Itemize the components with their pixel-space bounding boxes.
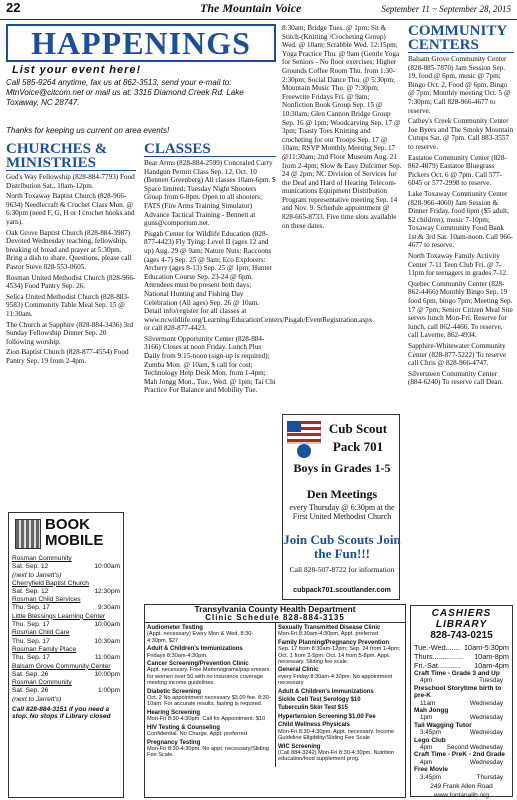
cub-scout-pack: Pack 701 [332,439,384,454]
library-hours [414,643,509,670]
health-clinic-item [278,744,403,763]
community-item: Eastatoe Community Center (828-862-4879) Eastatoe Bluegrass Pickers Oct. 6 @ 7pm. Call 577-6045 or 577-2998 to reserve. [408,153,507,188]
health-clinic-detail: (Call 884-3242) Mon-Fri 8:30-4:30pm. Nutrition education/food supplement prog. [278,749,395,763]
community-item: Quebec Community Center (828-862-4466) Monthly Bingo Sep. 19 food 6pm, bingo 7pm; Meeting Sep. 17 @ 7pm; Senior Citizen Meal Site serves lunch Mon-Fri. Reserve for lunch, call 862-4466. To reserve, call Laverne, 862-4934. [408,279,513,340]
library-program-time: 4pm [420,677,433,685]
bookmobile-stop-date: Thu. Sep. 17 [12,637,50,645]
health-clinic-name: Adult & Children's Immunizations [147,646,243,653]
bookmobile-stop-place: Rosman Child Services [12,596,81,604]
library-program-day: Wednesday [469,729,503,737]
health-clinic-item [147,625,273,644]
class-item: Bear Arms (828-884-2599) Concealed Carry Handgun Permit Class Sep. 12, Oct. 10 (Bennett Greenberg) All classes 10am-6pm. $ Space limited; Tuesday Night Shooters Group from 6-8pm. Open to all shooters; FATS (Fire Arms Training Simulator) Advance Tactical Training - Bennett at guns@comporium.net. [144,159,276,228]
library-hours-time: 10am-8pm [474,652,509,661]
community-item: Sapphire-Whitewater Community Center (828-877-5222) To reserve call Chris @ 828-966-4747. [408,342,507,368]
library-hours-row [414,643,509,652]
bookmobile-stop-place: Rosman Community [12,679,72,687]
community-item: Cathey's Creek Community Center Joe Byers and The Smoky Mountain Cutups Sat. @ 7pm. Call 883-3557 to reserve. [408,117,514,151]
bookmobile-stop-row [9,638,123,646]
library-hours-time: 10am-5:30pm [463,643,509,652]
happenings-subtitle: List your event here! [12,64,142,76]
bookmobile-stop-row [9,654,123,662]
cub-scout-join: Join Cub Scouts Join the Fun!!! [283,532,401,561]
health-clinic-item [147,740,273,759]
library-program-row [414,700,509,707]
library-program-day: Tuesday [479,677,503,685]
classes-heading: CLASSES [144,142,276,157]
class-item: 8:30am; Bridge Tues. @ 1pm; Sit & Stitch-(Knitting /Crocheting Group) Wed. @ 10am; Scrabble Wed. 12:15pm; Yoga Practice Thu. @ 9am (Gentle Yoga for Seniors - No floor exercises; Higher Grounds Coffee Room Thu. from 1:30-2:30pm; Social Dance Thu. @ 5:30pm; Mountain Music Thu. @ 7:30pm; Freewrite Fridays Fri. @ 9am; Nonfiction Book Group Sep. 15 @ 10:30am; Glen Cannon Bridge Group Sep. 16 @ 1pm; Woodcarving Sep. 17 @ 3pm; Toasty Toes Knitting and crocheting for our Troops Sep. 17 @ 10am; RSVP Monthly Meeting Sep. 17 @11:30am; 2nd Floor Museum Aug. 21 from 2-4pm; Slow & Easy Dulcimer Sep. 24 @ 2pm; NC Division of Services for the Deaf and Hard of Hearing Telecom-munications Equipment Distribution Program representative meeting Sep. 14 and Nov. 9. Schedule appointment @ 828-665-8733. Five time slots available on these dates. [282,24,402,230]
library-program-time: 11am [420,699,436,707]
health-clinic-item [147,710,273,723]
health-clinic-name: Audiometer Testing [147,625,203,631]
health-clinic-item [278,689,403,695]
churches-heading: CHURCHES & MINISTRIES [6,142,136,171]
health-clinic-item [147,661,273,687]
library-program-row [414,759,509,766]
library-box [410,605,513,800]
health-clinic-name: Pregnancy Testing [147,739,201,746]
library-website[interactable]: www.fontanalib.org [434,792,489,800]
bookmobile-footer: Call 828-884-3151 if you need a stop. No stops if Library closed [12,705,111,720]
health-clinic-item [278,667,403,686]
library-program-time: 4pm [420,744,433,752]
library-hours-time: 10am-4pm [474,661,509,670]
health-clinic-detail: Appt. necessary. Free Mammograms/pap smears for women over 50 with no insurance coverage meeting income guidelines. [147,667,270,687]
health-header [145,605,405,623]
library-program-day: Wednesday [469,699,503,707]
bookmobile-stop-time: 1:00pm [98,687,120,695]
church-item: Rosman United Methodist Church (828-966-4534) Food Pantry Sep. 26. [6,273,136,291]
library-program-time: 1pm [420,714,433,722]
library-program-day: Wednesday [469,714,503,722]
masthead: The Mountain Voice [200,1,302,15]
page-header [0,0,517,20]
library-programs [414,670,509,781]
health-right-column [275,623,405,767]
church-item: Zion Baptist Church (828-877-4554) Food Pantry Sep. 19 from 2-4pm. [6,348,129,365]
bookmobile-stop-time: 10:00pm [94,670,120,678]
library-address: 249 Frank Allen Road [430,783,493,791]
bookmobile-stop-row [9,671,123,679]
library-hours-days: Fri.-Sat........... [414,661,461,670]
bookmobile-stop-place: Rosman Family Place [12,645,77,653]
health-clinic-detail: Sep. 17 from 8:30am-12pm; Sep. 24 from 1-4pm; Oct. 1 from 2-5pm; Oct. 14 from 5-8pm. Appt. necessary. Sliding fee scale. [278,646,401,666]
happenings-title: HAPPENINGS [6,24,276,62]
community-item: North Toxaway Family Activity Center 7-11 Teen Club Fri. @ 7-11pm for teenagers in grades 7-12. [408,252,508,278]
library-program-name: Craft Time - Grade 3 and Up [414,670,500,677]
library-program-row [414,714,509,721]
library-program-name: Mah Jongg [414,707,449,715]
health-clinic-item [278,625,403,638]
health-left-column [145,623,275,767]
health-clinic-name: General Clinic [278,667,319,674]
health-clinic-item [147,725,273,738]
page-number: 22 [6,0,21,15]
community-item: Balsam Grove Community Center (828-885-7870) Jam Session Sep. 19, food @ 6pm, music @ 7pm; Bingo Oct. 2, Food @ 6pm, Bingo @ 7pm; Monthly meeting Oct. 5 @ 7:30pm; Call 828-966-4677 to reserve. [408,55,511,115]
library-program-time: 3:45pm [420,773,442,781]
bookmobile-stop-place: Rosman Community [12,555,72,562]
community-column [408,24,514,389]
bookmobile-stop-row [9,621,123,629]
bookmobile-stop-date: Sat. Sep. 12 [12,587,49,595]
health-clinic-name: Diabetic Screening [147,688,202,695]
health-clinic-detail: Mon-Fri 8:30am-4:30pm. Appt. preferred [278,631,379,638]
library-program-row [414,677,509,684]
happenings-info: Call 585-9264 anytime, fax us at 862-3513, send your e-mail to: MtnVoice@citcom.net or mail us at: 3316 Diamond Creek Rd. Lake Toxaway, NC 28747. [6,78,244,107]
library-program-day: Second Wednesday [446,744,503,752]
library-hours-days: Thurs............... [414,652,464,661]
library-program-row [414,744,509,751]
bookmobile-stop-row [9,588,123,596]
cub-scout-website[interactable]: cubpack701.scoutlander.com [293,587,391,594]
health-clinic-detail: (Appt. necessary) Every Mon & Wed. 8:30-4:30pm. $27 [147,631,254,644]
health-clinic-detail: every Friday 8:30am-4:30pm. No appointment necessary [278,673,393,687]
cub-scout-grades: Boys in Grades 1-5 [293,461,391,475]
cub-scout-title: Cub Scout [328,421,388,436]
bookmobile-stop-date: Thu. Sep. 17 [12,621,50,629]
library-phone: 828-743-0215 [430,630,493,641]
library-program-day: Thursday [476,773,503,781]
library-program-name: Free Movie [414,766,448,774]
bookmobile-stop-time: 11:00am [94,654,120,662]
library-program-name: Preschool Storytime birth to pre-K [414,684,502,700]
cub-scout-phone: Call 828-507-8722 for information [289,565,395,574]
church-item: Selica United Methodist Church (828-883-9583) Community Table Meal Sep. 15 @ 11:30am. [6,292,130,318]
bookmobile-stop-time: 9:30am [98,604,120,612]
library-program-day: Wednesday [469,758,503,766]
churches-column [6,142,136,367]
bookmobile-stop-place: Cherryfield Baptist Church [12,579,89,587]
community-item: Silversteen Community Center (884-6240) To reserve call Dean. [408,369,503,387]
health-clinic-item [147,689,273,708]
bookmobile-stop-time: 10:00am [94,563,120,571]
library-program-name: Lego Club [414,736,446,744]
class-item: Silvermont Opportunity Center (828-884-3166) Closes at noon Friday. Lunch Plus Daily from 9:15-noon (sign-up is required); Zumba Mon. @ 10am, $ call for cost; Technology Help Desk Mon. from 1-4pm; Mah Jongg Mon., Tue., Wed. @ 1pm; Tai Chi Practice For Balance and Mobility Tue. [144,334,276,395]
community-item: Lake Toxaway Community Center (828-966-4060) Jam Session & Dinner Friday, food 6pm ($5 adult, $2 children), music 7-10pm; Toxaway Community Food Bank 1st & 3rd Sat. 10am-noon. Call 966-4677 to reserve. [408,189,514,250]
class-item: Pisgah Center for Wildlife Education (828-877-4423) Fly Tying: Level II (ages 12 and up) Aug. 29 @ 9am; Nature Nuts: Raccoons (ages 4-7) Sep. 25 @ 9am; Eco Explorers: Archery (ages 8-13) Sep. 25 @ 1pm; Hunter Education Course Sep. 23-24 @ 6pm. Attendees must be present both days; National Hunting and Fishing Day Celebration (All ages) Sep. 26 @ 10am. Detail info/register for all classes at www.ncwildlife.org/Learning/EducationCenters/Pisgah/EventRegistration.aspx or call 828-877-4423. [144,229,373,333]
bookmobile-stop-time: 12:30pm [94,587,120,595]
health-clinic-item [278,722,403,741]
health-clinic-name: Sickle Cell Test Serology $10 [278,697,361,704]
bookmobile-stop-note: (next to Jarrett's) [12,695,62,703]
bookmobile-stop-note: (next to Jarrett's) [12,571,62,579]
health-clinic-name: Cancer Screening/Prevention Clinic [147,661,249,668]
library-program-time: 3:45pm [420,729,442,737]
bookmobile-header [9,513,123,555]
church-item: The Church at Sapphire (828-884-3436) 3rd Sunday Fellowship Dinner Sep. 20 following worship. [6,320,134,346]
cub-scout-schedule: every Thursday @ 6:30pm at the First United Methodist Church [289,503,395,521]
health-clinic-detail: Oct. 2 No appointment necessary $3.00 fee. 8:30-10am. For accurate results, fasting is required. [147,695,271,708]
church-item: North Toxaway Baptist Church (828-966-9634) Needlecraft & Crochet Class Mon. @ 6:30pm (need F, G, H or I crochet hooks and yarn). [6,192,135,226]
bookmobile-stop-date: Sat. Sep. 26 [12,670,49,678]
health-clinic-name: Adult & Children's Immunizations [278,688,374,695]
library-program-time: 4pm [420,758,433,766]
library-program-row [414,729,509,736]
health-clinic-detail: Confidential. No Charge. Appt. preferred [147,731,247,738]
community-heading: COMMUNITY CENTERS [408,24,514,53]
library-program-name: Craft Time - PreK - 2nd Grade [414,751,505,759]
health-clinic-name: Hearing Screening [147,709,201,716]
health-clinic-detail: Mon-Fri 8:30-4:30pm. No appt. necessary/Sliding Fee Scale. [147,745,269,759]
library-title: CASHIERS LIBRARY [431,608,492,630]
bookmobile-stop-row [9,604,123,612]
health-clinic-item [278,697,403,703]
bookmobile-stop-list [9,555,123,704]
health-clinic-name: Hypertension Screening $1.00 Fee [278,713,376,720]
health-clinic-detail: Fridays 8:30am-4:30pm. [147,652,208,659]
bookmobile-stop-row [9,687,123,695]
bookmobile-stop-time: 10:00am [94,621,120,629]
bookmobile-stop-place: Rosman Child Care [12,629,70,637]
library-program-name: Tail Wagging Tutor [414,721,472,729]
church-item: Oak Grove Baptist Church (828-884-3987) Devoted Wednesday teaching, fellowship, breaking of bread and prayer at 5:30pm. Bring a dish to share. Questions, please call Pastor Steve 828-553-0605. [6,228,132,271]
health-subtitle: Clinic Schedule 828-884-3135 [205,613,345,622]
health-clinic-name: Child Wellness Physicals [278,722,350,729]
library-hours-row [414,661,509,670]
health-clinic-name: Tuberculin Skin Test $15 [278,705,348,712]
bookmobile-stop-date: Sat. Sep. 26 [12,687,49,695]
cub-scout-ad [282,414,400,600]
bookmobile-stop-date: Thu. Sep. 17 [12,654,50,662]
health-clinic-item [147,646,273,659]
health-schedule-box [144,604,406,798]
library-hours-row [414,652,509,661]
health-clinic-item [278,714,403,720]
classes-continued-column [282,24,402,232]
issue-date: September 11 ~ September 28, 2015 [381,4,511,14]
bookmobile-box [8,512,124,798]
bookmobile-stop-place: Balsam Grove Community Center [12,662,111,670]
health-clinic-detail: Mon-Fri 8:30-4:30pm. Call for Appointment. $10 [147,716,266,723]
bookmobile-title: BOOK MOBILE [45,516,104,549]
bookmobile-stop-time: 10:30am [94,637,120,645]
health-clinic-detail: Mon-Fri 8:30-4:30pm. Appt. necessary. Income Guideline Eligibility/Sliding Fee Scale [278,728,395,742]
happenings-thanks: Thanks for keeping us current on area events! [6,126,170,135]
cub-scout-meetings: Den Meetings [306,487,378,501]
books-icon [15,519,41,549]
bookmobile-stop-date: Sat. Sep. 12 [12,563,49,571]
library-program-row [414,774,509,781]
health-clinic-item [278,640,403,666]
health-clinic-name: WIC Screening [278,743,321,750]
bookmobile-stop-date: Thu. Sep. 17 [12,604,50,612]
classes-column [144,141,373,397]
health-clinic-name: HIV Testing & Counseling [147,724,220,731]
bookmobile-stop-place: Little Blessings Learning Center [12,612,106,620]
health-clinic-item [278,705,403,711]
church-item: God's Way Fellowship (828-884-7793) Food Distribution Sat., 10am-12pm. [6,173,135,190]
health-clinic-name: Family Planning/Pregnancy Prevention [278,639,390,646]
health-clinic-name: Sexually Transmitted Disease Clinic [278,625,381,631]
library-hours-days: Tue.-Wed....... [414,643,460,652]
health-title: Transylvania County Health Department [194,604,356,614]
bookmobile-stop-row [9,563,123,571]
